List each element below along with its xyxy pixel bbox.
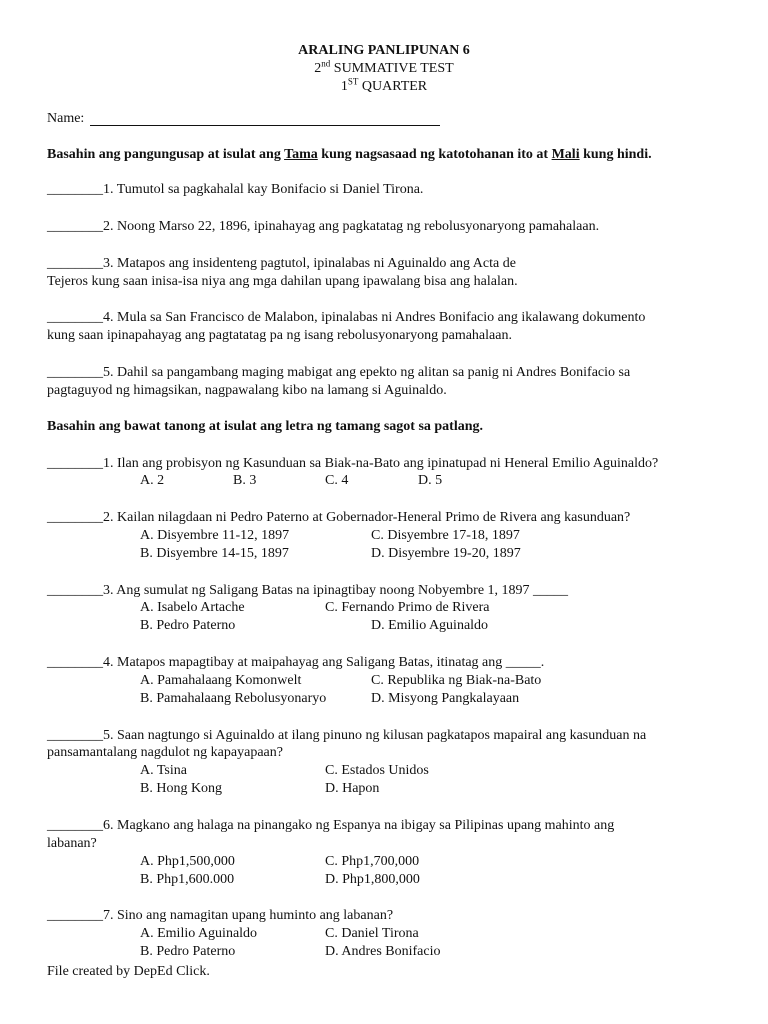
mc6-option-d: D. Php1,800,000	[325, 872, 420, 887]
mc1-option-d: D. 5	[418, 473, 443, 488]
quarter-subtitle: 1ST QUARTER	[340, 76, 428, 94]
mc1-option-c: C. 4	[325, 473, 349, 488]
mc-item-2: ________2. Kailan nilagdaan ni Pedro Paterno at Gobernador-Heneral Primo de Rivera ang kasunduan?	[47, 510, 631, 525]
mc2-option-d: D. Disyembre 19-20, 1897	[371, 546, 521, 561]
mc7-option-d: D. Andres Bonifacio	[325, 944, 441, 959]
mc4-option-b: B. Pamahalaang Rebolusyonaryo	[140, 691, 327, 706]
mc4-option-d: D. Misyong Pangkalayaan	[371, 691, 520, 706]
tf-item-5-line1: ________5. Dahil sa pangambang maging mabigat ang epekto ng alitan sa panig ni Andres Bonifacio sa	[47, 365, 631, 380]
test-subtitle: 2nd SUMMATIVE TEST	[314, 58, 454, 76]
mc-item-6-line2: labanan?	[47, 836, 97, 851]
tf-item-4-line1: ________4. Mula sa San Francisco de Malabon, ipinalabas ni Andres Bonifacio ang ikalawang dokumento	[47, 310, 646, 325]
part1-instruction: Basahin ang pangungusap at isulat ang Tama kung nagsasaad ng katotohanan ito at Mali kung hindi.	[47, 147, 652, 162]
tf-item-1: ________1. Tumutol sa pagkahalal kay Bonifacio si Daniel Tirona.	[47, 182, 424, 197]
mc4-option-c: C. Republika ng Biak-na-Bato	[371, 673, 542, 688]
mc-item-5-line1: ________5. Saan nagtungo si Aguinaldo at ilang pinuno ng kilusan pagkatapos mapairal ang kasunduan na	[47, 728, 647, 743]
mc5-option-c: C. Estados Unidos	[325, 763, 429, 778]
tf-item-3-line2: Tejeros kung saan inisa-isa niya ang mga dahilan upang ipawalang bisa ang halalan.	[47, 274, 518, 289]
tf-item-4-line2: kung saan ipinapahayag ang pagtatatag pa ng isang rebolusyonaryong pamahalaan.	[47, 328, 512, 343]
mc1-option-b: B. 3	[233, 473, 257, 488]
mc1-option-a: A. 2	[140, 473, 165, 488]
mc7-option-a: A. Emilio Aguinaldo	[140, 926, 258, 941]
part2-instruction: Basahin ang bawat tanong at isulat ang letra ng tamang sagot sa patlang.	[47, 419, 484, 434]
mc2-option-a: A. Disyembre 11-12, 1897	[140, 528, 290, 543]
tf-item-3-line1: ________3. Matapos ang insidenteng pagtutol, ipinalabas ni Aguinaldo ang Acta de	[47, 256, 516, 271]
mc2-option-b: B. Disyembre 14-15, 1897	[140, 546, 289, 561]
mc7-option-c: C. Daniel Tirona	[325, 926, 419, 941]
tf-item-5-line2: pagtaguyod ng himagsikan, nagpawalang kibo na lamang si Aguinaldo.	[47, 383, 447, 398]
mc6-option-b: B. Php1,600.000	[140, 872, 235, 887]
mc-item-1: ________1. Ilan ang probisyon ng Kasunduan sa Biak-na-Bato ang ipinatupad ni Heneral Emilio Aguinaldo?	[47, 456, 659, 471]
mc-item-7: ________7. Sino ang namagitan upang huminto ang labanan?	[47, 908, 394, 923]
mc3-option-a: A. Isabelo Artache	[140, 600, 245, 615]
mc5-option-b: B. Hong Kong	[140, 781, 223, 796]
mc4-option-a: A. Pamahalaang Komonwelt	[140, 673, 302, 688]
mc-item-6-line1: ________6. Magkano ang halaga na pinangako ng Espanya na ibigay sa Pilipinas upang mahinto ang	[47, 818, 615, 833]
name-field[interactable]	[90, 124, 440, 126]
document-title: ARALING PANLIPUNAN 6	[298, 43, 470, 58]
mc6-option-c: C. Php1,700,000	[325, 854, 420, 869]
mc5-option-a: A. Tsina	[140, 763, 187, 778]
mc-item-4: ________4. Matapos mapagtibay at maipahayag ang Saligang Batas, itinatag ang _____.	[47, 655, 545, 670]
mc3-option-d: D. Emilio Aguinaldo	[371, 618, 489, 633]
footer-credit: File created by DepEd Click.	[47, 964, 210, 979]
mc2-option-c: C. Disyembre 17-18, 1897	[371, 528, 520, 543]
tf-item-2: ________2. Noong Marso 22, 1896, ipinahayag ang pagkatatag ng rebolusyonaryong pamahalaan.	[47, 219, 600, 234]
mc3-option-c: C. Fernando Primo de Rivera	[325, 600, 490, 615]
mc-item-5-line2: pansamantalang nagdulot ng kapayapaan?	[47, 745, 283, 760]
name-label: Name:	[47, 111, 85, 126]
mc-item-3: ________3. Ang sumulat ng Saligang Batas na ipinagtibay noong Nobyembre 1, 1897 _____	[47, 583, 569, 598]
mc7-option-b: B. Pedro Paterno	[140, 944, 236, 959]
mc3-option-b: B. Pedro Paterno	[140, 618, 236, 633]
mc5-option-d: D. Hapon	[325, 781, 380, 796]
mc6-option-a: A. Php1,500,000	[140, 854, 235, 869]
